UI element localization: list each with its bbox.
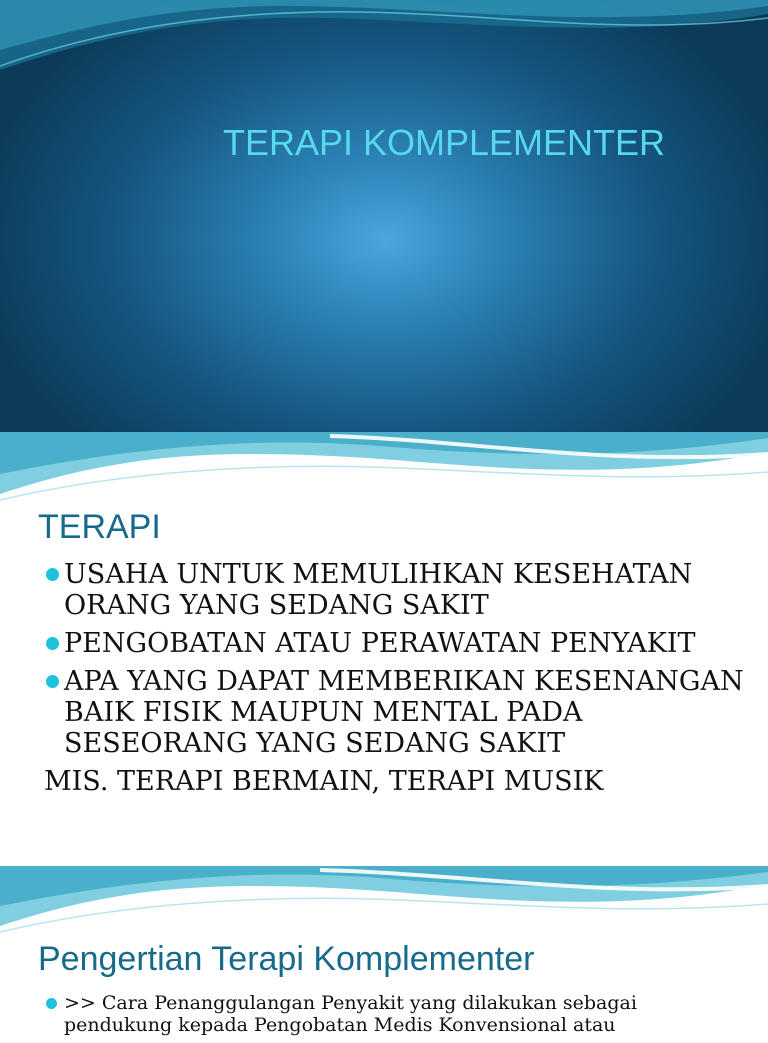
- decorative-wave: [0, 866, 768, 936]
- list-item: >> Cara Penanggulangan Penyakit yang dilakukan sebagai pendukung kepada Pengobatan Medis Konvensional atau: [44, 992, 744, 1036]
- decorative-wave: [0, 432, 768, 504]
- example-note: MIS. TERAPI BERMAIN, TERAPI MUSIK: [44, 766, 604, 797]
- bullet-icon: [46, 998, 57, 1009]
- slide-heading: Pengertian Terapi Komplementer: [38, 940, 535, 978]
- list-item: USAHA UNTUK MEMULIHKAN KESEHATAN ORANG YANG SEDANG SAKIT: [44, 559, 744, 621]
- list-item: APA YANG DAPAT MEMBERIKAN KESENANGAN BAIK FISIK MAUPUN MENTAL PADA SESEORANG YANG SEDANG SAKIT: [44, 666, 744, 759]
- terapi-slide: [0, 432, 768, 866]
- decorative-wave: [0, 0, 768, 80]
- bullet-icon: [46, 675, 59, 688]
- pengertian-slide: [0, 866, 768, 1036]
- title-slide: [0, 0, 768, 432]
- slide-title: TERAPI KOMPLEMENTER: [222, 122, 666, 163]
- bullet-list: [44, 992, 744, 1043]
- slide-heading: TERAPI: [38, 508, 161, 546]
- bullet-icon: [46, 637, 59, 650]
- bullet-list: [44, 559, 744, 804]
- bullet-icon: [46, 568, 59, 581]
- list-item: PENGOBATAN ATAU PERAWATAN PENYAKIT: [44, 628, 744, 659]
